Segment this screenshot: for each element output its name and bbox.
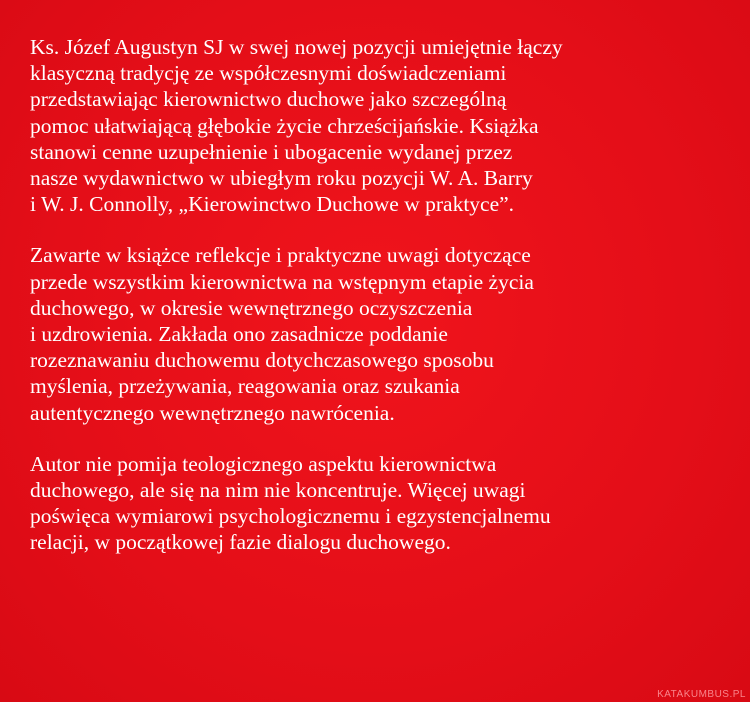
text-line: Ks. Józef Augustyn SJ w swej nowej pozycji umiejętnie łączy [30, 35, 563, 59]
text-line: nasze wydawnictwo w ubiegłym roku pozycji W. A. Barry [30, 166, 533, 191]
text-line: pomoc ułatwiającą głębokie życie chrześcijańskie. Książka [30, 113, 539, 138]
text-line: i W. J. Connolly, „Kierowinctwo Duchowe w praktyce”. [30, 192, 515, 217]
text-line: przede wszystkim kierownictwa na wstępnym etapie życia [30, 269, 534, 294]
text-line: autentycznego wewnętrznego nawrócenia. [30, 400, 395, 425]
paragraph-3 [30, 451, 742, 556]
paragraph-1 [30, 34, 742, 217]
blurb-text [30, 34, 742, 581]
text-line: przedstawiając kierownictwo duchowe jako szczególną [30, 87, 507, 112]
text-line: klasyczną tradycję ze współczesnymi doświadczeniami [30, 61, 507, 86]
text-line: duchowego, ale się na nim nie koncentruje. Więcej uwagi [30, 478, 526, 503]
text-line: duchowego, w okresie wewnętrznego oczyszczenia [30, 295, 473, 320]
text-line: Zawarte w książce reflekcje i praktyczne uwagi dotyczące [30, 243, 531, 268]
text-line: poświęca wymiarowi psychologicznemu i egzystencjalnemu [30, 504, 551, 529]
text-line: Autor nie pomija teologicznego aspektu kierownictwa [30, 451, 497, 476]
text-line: rozeznawaniu duchowemu dotychczasowego sposobu [30, 348, 494, 373]
text-line: i uzdrowienia. Zakłada ono zasadnicze poddanie [30, 322, 448, 347]
paragraph-2 [30, 242, 742, 425]
text-line: stanowi cenne uzupełnienie i ubogacenie wydanej przez [30, 139, 513, 164]
watermark: KATAKUMBUS.PL [657, 689, 746, 700]
text-line: myślenia, przeżywania, reagowania oraz szukania [30, 374, 460, 399]
text-line: relacji, w początkowej fazie dialogu duchowego. [30, 530, 451, 555]
